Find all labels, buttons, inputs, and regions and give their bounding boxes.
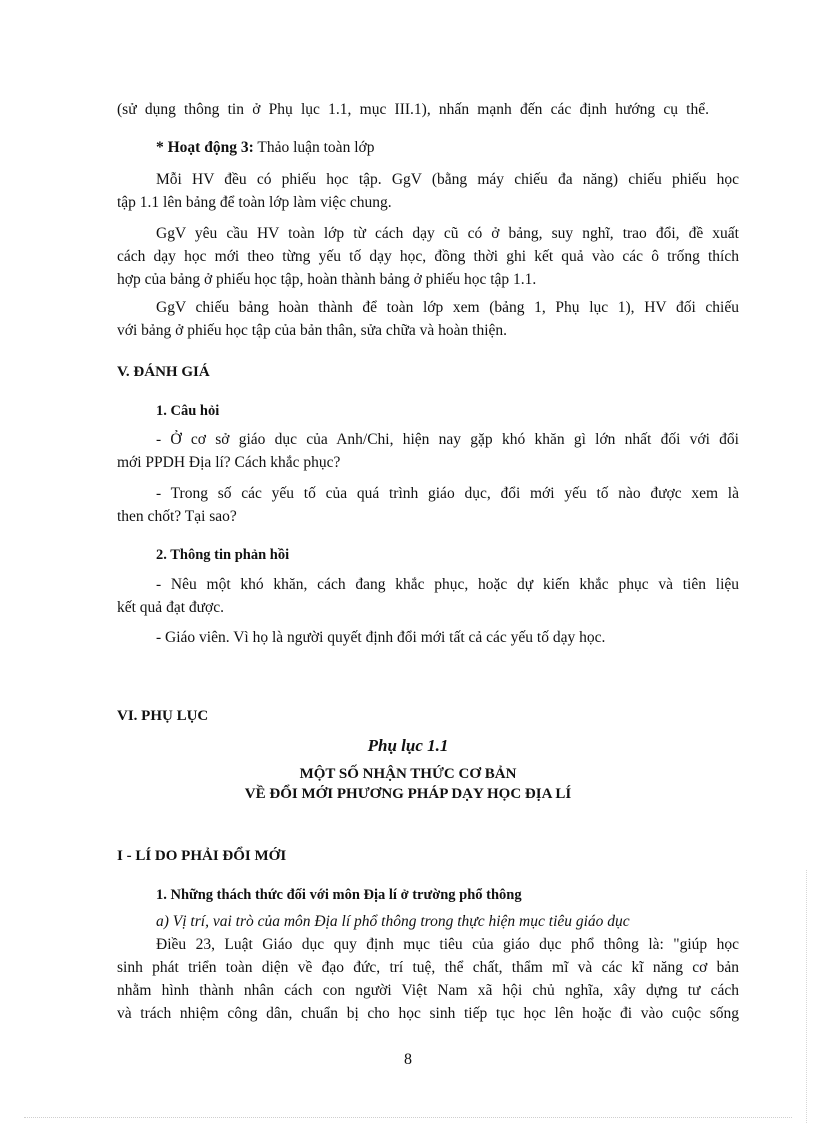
question-line: mới PPDH Địa lí? Cách khắc phục? <box>117 454 341 471</box>
page-number: 8 <box>404 1051 412 1068</box>
subsection-title-questions: 1. Câu hỏi <box>156 403 220 419</box>
paragraph-line: với bảng ở phiếu học tập của bản thân, sửa chữa và hoàn thiện. <box>117 322 508 339</box>
paragraph-line: tập 1.1 lên bảng để toàn lớp làm việc chung. <box>117 194 392 211</box>
subsection-title: 1. Những thách thức đối với môn Địa lí ở trường phổ thông <box>156 887 522 903</box>
body-line: Điều 23, Luật Giáo dục quy định mục tiêu của giáo dục phổ thông là: "giúp học <box>156 936 739 953</box>
appendix-heading-line: VỀ ĐỔI MỚI PHƯƠNG PHÁP DẠY HỌC ĐỊA LÍ <box>244 786 572 802</box>
body-line: và trách nhiệm công dân, chuẩn bị cho học sinh tiếp tục học lên hoặc đi vào cuộc sống <box>117 1005 739 1022</box>
paragraph-line: Mỗi HV đều có phiếu học tập. GgV (bằng máy chiếu đa năng) chiếu phiếu học <box>156 171 739 188</box>
body-line: nhằm hình thành nhân cách con người Việt Nam xã hội chủ nghĩa, xây dựng tư cách <box>117 982 739 999</box>
question-line: - Ở cơ sở giáo dục của Anh/Chi, hiện nay gặp khó khăn gì lớn nhất đối với đổi <box>156 431 739 448</box>
appendix-heading-line: MỘT SỐ NHẬN THỨC CƠ BẢN <box>299 766 517 782</box>
paragraph-line: GgV yêu cầu HV toàn lớp từ cách dạy cũ có ở bảng, suy nghĩ, trao đổi, đề xuất <box>156 225 739 242</box>
part-title: I - LÍ DO PHẢI ĐỔI MỚI <box>117 848 287 864</box>
feedback-line: kết quả đạt được. <box>117 599 224 616</box>
activity-label: * Hoạt động 3: <box>156 139 254 156</box>
paragraph-line: GgV chiếu bảng hoàn thành để toàn lớp xem (bảng 1, Phụ lục 1), HV đối chiếu <box>156 299 739 316</box>
page-bottom-rule <box>24 1117 792 1118</box>
section-title-appendix: VI. PHỤ LỤC <box>117 708 209 724</box>
feedback-line: - Nêu một khó khăn, cách đang khắc phục, hoặc dự kiến khắc phục và tiên liệu <box>156 576 739 593</box>
paragraph-line: cách dạy học mới theo từng yếu tố dạy học, đồng thời ghi kết quả vào các ô trống thích <box>117 248 739 265</box>
question-line: then chốt? Tại sao? <box>117 508 237 525</box>
subsection-title-feedback: 2. Thông tin phản hồi <box>156 547 290 563</box>
margin-guide <box>806 870 807 1123</box>
paragraph-line: hợp của bảng ở phiếu học tập, hoàn thành bảng ở phiếu học tập 1.1. <box>117 271 537 288</box>
appendix-title: Phụ lục 1.1 <box>367 736 449 755</box>
activity-text: Thảo luận toàn lớp <box>253 139 375 156</box>
subsection-italic-heading: a) Vị trí, vai trò của môn Địa lí phổ thông trong thực hiện mục tiêu giáo dục <box>156 913 630 930</box>
question-line: - Trong số các yếu tố của quá trình giáo dục, đổi mới yếu tố nào được xem là <box>156 485 739 502</box>
body-line: sinh phát triển toàn diện về đạo đức, trí tuệ, thể chất, thẩm mĩ và các kĩ năng cơ bản <box>117 959 739 976</box>
paragraph-line: (sử dụng thông tin ở Phụ lục 1.1, mục III.1), nhấn mạnh đến các định hướng cụ thể. <box>117 101 709 118</box>
activity-heading <box>156 138 374 158</box>
feedback-line: - Giáo viên. Vì họ là người quyết định đổi mới tất cả các yếu tố dạy học. <box>156 629 606 646</box>
section-title-assessment: V. ĐÁNH GIÁ <box>117 364 210 380</box>
